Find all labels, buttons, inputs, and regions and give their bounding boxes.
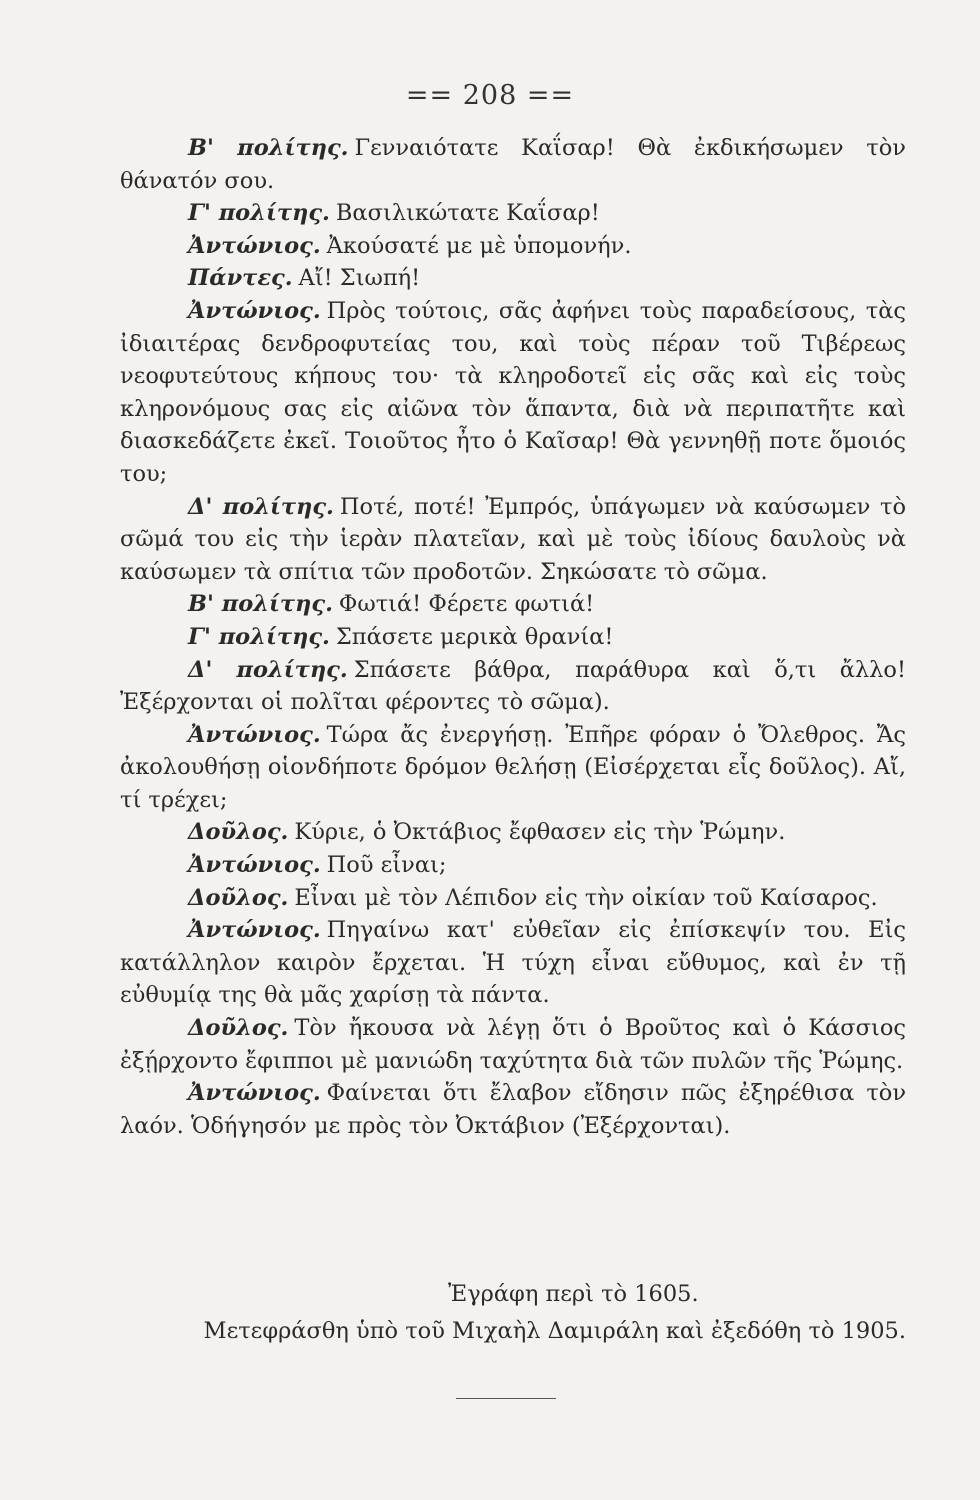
speaker-name: Ἀντώνιος. <box>188 917 321 944</box>
translation-note: Μετεφράσθη ὑπὸ τοῦ Μιχαὴλ Δαμιράλη καὶ ἐξεδόθη τὸ 1905. <box>203 1318 906 1344</box>
dialogue-line <box>120 197 906 230</box>
date-written: Ἐγράφη περὶ τὸ 1605. <box>448 1281 699 1307</box>
line-text: Πρὸς τούτοις, σᾶς ἀφήνει τοὺς παραδείσους, τὰς ἰδιαιτέρας δενδροφυτείας του, καὶ τοὺς πέραν τοῦ Τιβέρεως νεοφυτεύτους κήπους του· τὰ κληροδοτεῖ εἰς σᾶς καὶ εἰς τοὺς κληρονόμους σας εἰς αἰῶνα τὸν ἅπαντα, διὰ νὰ περιπατῆτε καὶ διασκεδάζετε ἐκεῖ. Τοιοῦτος ἦτο ὁ Καῖσαρ! Θὰ γεννηθῇ ποτε ὅμοιός του; <box>120 297 906 487</box>
speaker-name: Ἀντώνιος. <box>188 721 321 748</box>
dialogue-line <box>120 262 906 295</box>
page-number: == 208 == <box>405 80 575 111</box>
speaker-name: Δοῦλος. <box>188 819 289 846</box>
dialogue-line <box>120 849 906 882</box>
dialogue-text <box>120 132 906 1142</box>
line-text: Ποτέ, ποτέ! Ἐμπρός, ὑπάγωμεν νὰ καύσωμεν τὸ σῶμά του εἰς τὴν ἱερὰν πλατεῖαν, καὶ μὲ τοὺς ἰδίους δαυλοὺς νὰ καύσωμεν τὰ σπίτια τῶν προδοτῶν. Σηκώσατε τὸ σῶμα. <box>120 493 906 585</box>
speaker-name: Δ' πολίτης. <box>188 493 334 520</box>
line-text: Ποῦ εἶναι; <box>326 852 447 879</box>
dialogue-line <box>120 1012 906 1077</box>
line-text: Φαίνεται ὅτι ἔλαβον εἴδησιν πῶς ἐξηρέθισα τὸν λαόν. Ὁδήγησόν με πρὸς τὸν Ὀκτάβιον (Ἐξέρχονται). <box>120 1080 906 1139</box>
speaker-name: Δ' πολίτης. <box>188 656 348 683</box>
speaker-name: Ἀντώνιος. <box>188 852 321 879</box>
line-text: Αἴ! Σιωπή! <box>298 265 421 292</box>
speaker-name: Β' πολίτης. <box>188 591 333 618</box>
line-text: Κύριε, ὁ Ὀκτάβιος ἔφθασεν εἰς τὴν Ῥώμην. <box>294 819 786 846</box>
dialogue-line <box>120 719 906 817</box>
line-text: Τώρα ἄς ἐνεργήσῃ. Ἐπῆρε φόραν ὁ Ὄλεθρος. Ἄς ἀκολουθήσῃ οἱονδήποτε δρόμον θελήσῃ (Εἰσέρχεται εἷς δοῦλος). Αἴ, τί τρέχει; <box>120 721 906 813</box>
closing-rule <box>456 1398 556 1399</box>
dialogue-line <box>120 1077 906 1142</box>
speaker-name: Γ' πολίτης. <box>188 623 330 650</box>
dialogue-line <box>120 621 906 654</box>
dialogue-line <box>120 295 906 491</box>
dialogue-line <box>120 816 906 849</box>
line-text: Πηγαίνω κατ' εὐθεῖαν εἰς ἐπίσκεψίν του. Εἰς κατάλληλον καιρὸν ἔρχεται. Ἡ τύχη εἶναι εὔθυμος, καὶ ἐν τῇ εὐθυμίᾳ της θὰ μᾶς χαρίσῃ τὰ πάντα. <box>120 917 906 1009</box>
speaker-name: Β' πολίτης. <box>188 135 349 161</box>
line-text: Βασιλικώτατε Καΐσαρ! <box>335 200 600 227</box>
line-text: Ἀκούσατέ με μὲ ὑπομονήν. <box>326 232 632 259</box>
dialogue-line <box>120 654 906 719</box>
dialogue-line <box>120 588 906 621</box>
line-text: Γενναιότατε Καΐσαρ! Θὰ ἐκδικήσωμεν τὸν θάνατόν σου. <box>120 135 906 194</box>
speaker-name: Γ' πολίτης. <box>188 200 330 227</box>
dialogue-line <box>120 230 906 263</box>
speaker-name: Πάντες. <box>188 265 293 292</box>
speaker-name: Ἀντώνιος. <box>188 1080 321 1107</box>
dialogue-line <box>120 491 906 589</box>
speaker-name: Δοῦλος. <box>188 884 289 911</box>
dialogue-line <box>120 132 906 197</box>
speaker-name: Ἀντώνιος. <box>188 297 321 324</box>
speaker-name: Δοῦλος. <box>188 1015 289 1042</box>
speaker-name: Ἀντώνιος. <box>188 232 321 259</box>
line-text: Σπάσετε μερικὰ θρανία! <box>335 623 614 650</box>
line-text: Τὸν ἤκουσα νὰ λέγῃ ὅτι ὁ Βροῦτος καὶ ὁ Κάσσιος ἐξῄρχοντο ἔφιπποι μὲ μανιώδη ταχύτητα διὰ τῶν πυλῶν τῆς Ῥώμης. <box>120 1015 906 1074</box>
dialogue-line <box>120 882 906 915</box>
dialogue-line <box>120 914 906 1012</box>
line-text: Σπάσετε βάθρα, παράθυρα καὶ ὅ,τι ἄλλο! Ἐξέρχονται οἱ πολῖται φέροντες τὸ σῶμα). <box>120 656 906 716</box>
line-text: Εἶναι μὲ τὸν Λέπιδον εἰς τὴν οἰκίαν τοῦ Καίσαρος. <box>294 884 878 911</box>
line-text: Φωτιά! Φέρετε φωτιά! <box>338 591 595 618</box>
